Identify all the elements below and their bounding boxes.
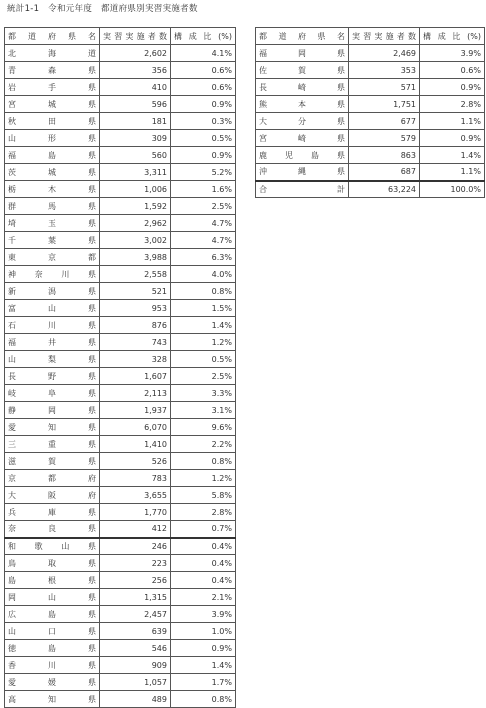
count-value: 1,592 [100, 198, 171, 215]
ratio-value: 2.2% [171, 436, 236, 453]
table-row [5, 385, 236, 402]
count-value: 1,315 [100, 589, 171, 606]
count-value: 1,057 [100, 674, 171, 691]
ratio-value: 1.4% [171, 317, 236, 334]
prefecture-name: 宮城県 [5, 96, 100, 113]
prefecture-name: 鹿児島県 [256, 147, 349, 164]
prefecture-name: 福島県 [5, 147, 100, 164]
count-value: 246 [100, 538, 171, 555]
count-value: 526 [100, 453, 171, 470]
count-value: 2,602 [100, 45, 171, 62]
ratio-value: 4.0% [171, 266, 236, 283]
count-value: 863 [349, 147, 420, 164]
table-row [5, 96, 236, 113]
count-value: 489 [100, 691, 171, 708]
prefecture-name: 佐賀県 [256, 62, 349, 79]
prefecture-name: 福岡県 [256, 45, 349, 62]
table-row [5, 62, 236, 79]
prefecture-name: 福井県 [5, 334, 100, 351]
ratio-value: 1.6% [171, 181, 236, 198]
table-row [5, 79, 236, 96]
prefecture-name: 栃木県 [5, 181, 100, 198]
table-row [5, 300, 236, 317]
table-row [5, 283, 236, 300]
prefecture-name: 愛媛県 [5, 674, 100, 691]
total-count: 63,224 [349, 181, 420, 198]
table-row [256, 62, 485, 79]
table-row [5, 147, 236, 164]
count-value: 560 [100, 147, 171, 164]
prefecture-name: 三重県 [5, 436, 100, 453]
ratio-value: 3.1% [171, 402, 236, 419]
prefecture-name: 香川県 [5, 657, 100, 674]
count-value: 181 [100, 113, 171, 130]
ratio-value: 0.6% [171, 79, 236, 96]
count-value: 328 [100, 351, 171, 368]
header-count: 実習実施者数 [100, 28, 171, 45]
ratio-value: 1.7% [171, 674, 236, 691]
ratio-value: 0.7% [171, 521, 236, 538]
table-row [5, 436, 236, 453]
table-row [5, 402, 236, 419]
prefecture-name: 和歌山県 [5, 538, 100, 555]
count-value: 410 [100, 79, 171, 96]
ratio-value: 5.2% [171, 164, 236, 181]
ratio-value: 3.9% [171, 606, 236, 623]
table-row [5, 198, 236, 215]
table-row [5, 368, 236, 385]
ratio-value: 0.8% [171, 453, 236, 470]
count-value: 2,558 [100, 266, 171, 283]
table-row [5, 555, 236, 572]
count-value: 783 [100, 470, 171, 487]
table-row [5, 521, 236, 538]
ratio-value: 0.3% [171, 113, 236, 130]
ratio-value: 0.9% [171, 640, 236, 657]
ratio-value: 1.0% [171, 623, 236, 640]
total-ratio: 100.0% [420, 181, 485, 198]
table-row [5, 470, 236, 487]
ratio-value: 4.7% [171, 215, 236, 232]
count-value: 571 [349, 79, 420, 96]
count-value: 677 [349, 113, 420, 130]
header-prefecture: 都道府県名 [256, 28, 349, 45]
table-row [5, 572, 236, 589]
ratio-value: 1.5% [171, 300, 236, 317]
header-prefecture: 都道府県名 [5, 28, 100, 45]
count-value: 687 [349, 164, 420, 181]
header-row [256, 28, 485, 45]
prefecture-name: 新潟県 [5, 283, 100, 300]
table-row [256, 113, 485, 130]
prefecture-name: 大分県 [256, 113, 349, 130]
count-value: 2,469 [349, 45, 420, 62]
header-count: 実習実施者数 [349, 28, 420, 45]
table-row [5, 317, 236, 334]
prefecture-name: 奈良県 [5, 521, 100, 538]
ratio-value: 0.5% [171, 351, 236, 368]
ratio-value: 0.4% [171, 572, 236, 589]
prefecture-name: 兵庫県 [5, 504, 100, 521]
table-row [256, 96, 485, 113]
count-value: 356 [100, 62, 171, 79]
ratio-value: 0.9% [420, 130, 485, 147]
prefecture-name: 埼玉県 [5, 215, 100, 232]
prefecture-name: 岩手県 [5, 79, 100, 96]
table-row [5, 538, 236, 555]
page-title: 統計1-1 令和元年度 都道府県別実習実施者数 [7, 4, 198, 14]
count-value: 6,070 [100, 419, 171, 436]
count-value: 1,751 [349, 96, 420, 113]
table-row [5, 674, 236, 691]
total-label: 合計 [256, 181, 349, 198]
prefecture-name: 山形県 [5, 130, 100, 147]
table-row [5, 164, 236, 181]
count-value: 876 [100, 317, 171, 334]
ratio-value: 2.5% [171, 198, 236, 215]
ratio-value: 1.2% [171, 334, 236, 351]
count-value: 3,311 [100, 164, 171, 181]
table-row [5, 623, 236, 640]
table-row [5, 589, 236, 606]
prefecture-name: 秋田県 [5, 113, 100, 130]
table-row [5, 249, 236, 266]
table-row [256, 79, 485, 96]
table-row [5, 487, 236, 504]
table-row [5, 266, 236, 283]
prefecture-name: 京都府 [5, 470, 100, 487]
count-value: 223 [100, 555, 171, 572]
count-value: 953 [100, 300, 171, 317]
count-value: 1,607 [100, 368, 171, 385]
ratio-value: 5.8% [171, 487, 236, 504]
prefecture-name: 群馬県 [5, 198, 100, 215]
ratio-value: 0.6% [420, 62, 485, 79]
ratio-value: 2.8% [420, 96, 485, 113]
ratio-value: 0.9% [420, 79, 485, 96]
prefecture-name: 神奈川県 [5, 266, 100, 283]
prefecture-name: 山口県 [5, 623, 100, 640]
prefecture-name: 北海道 [5, 45, 100, 62]
table-row [5, 130, 236, 147]
count-value: 546 [100, 640, 171, 657]
count-value: 639 [100, 623, 171, 640]
ratio-value: 0.9% [171, 147, 236, 164]
ratio-value: 1.4% [171, 657, 236, 674]
ratio-value: 0.8% [171, 691, 236, 708]
prefecture-table-right [255, 27, 485, 198]
ratio-value: 4.7% [171, 232, 236, 249]
ratio-value: 0.5% [171, 130, 236, 147]
table-row [5, 504, 236, 521]
table-row [5, 232, 236, 249]
prefecture-name: 徳島県 [5, 640, 100, 657]
table-row [5, 351, 236, 368]
prefecture-name: 長崎県 [256, 79, 349, 96]
prefecture-name: 千葉県 [5, 232, 100, 249]
prefecture-name: 富山県 [5, 300, 100, 317]
ratio-value: 2.1% [171, 589, 236, 606]
ratio-value: 0.4% [171, 555, 236, 572]
count-value: 3,002 [100, 232, 171, 249]
ratio-value: 1.2% [171, 470, 236, 487]
ratio-value: 0.8% [171, 283, 236, 300]
count-value: 579 [349, 130, 420, 147]
prefecture-name: 山梨県 [5, 351, 100, 368]
ratio-value: 3.3% [171, 385, 236, 402]
prefecture-name: 島根県 [5, 572, 100, 589]
ratio-value: 0.4% [171, 538, 236, 555]
ratio-value: 3.9% [420, 45, 485, 62]
table-row [5, 334, 236, 351]
header-ratio: 構 成 比 (%) [420, 28, 485, 45]
prefecture-name: 東京都 [5, 249, 100, 266]
header-row [5, 28, 236, 45]
count-value: 3,988 [100, 249, 171, 266]
count-value: 412 [100, 521, 171, 538]
table-row [5, 691, 236, 708]
total-row [256, 181, 485, 198]
count-value: 1,410 [100, 436, 171, 453]
prefecture-name: 愛知県 [5, 419, 100, 436]
ratio-value: 9.6% [171, 419, 236, 436]
count-value: 2,457 [100, 606, 171, 623]
prefecture-name: 岐阜県 [5, 385, 100, 402]
ratio-value: 0.6% [171, 62, 236, 79]
ratio-value: 6.3% [171, 249, 236, 266]
prefecture-name: 滋賀県 [5, 453, 100, 470]
table-row [5, 419, 236, 436]
table-row [5, 181, 236, 198]
prefecture-name: 長野県 [5, 368, 100, 385]
prefecture-name: 茨城県 [5, 164, 100, 181]
prefecture-name: 熊本県 [256, 96, 349, 113]
table-row [5, 657, 236, 674]
ratio-value: 0.9% [171, 96, 236, 113]
count-value: 309 [100, 130, 171, 147]
prefecture-table-left [4, 27, 236, 708]
table-row [256, 147, 485, 164]
table-row [5, 453, 236, 470]
count-value: 353 [349, 62, 420, 79]
table-row [5, 640, 236, 657]
table-row [256, 130, 485, 147]
ratio-value: 2.5% [171, 368, 236, 385]
count-value: 256 [100, 572, 171, 589]
table-row [5, 45, 236, 62]
prefecture-name: 沖縄県 [256, 164, 349, 181]
table-row [256, 45, 485, 62]
prefecture-name: 岡山県 [5, 589, 100, 606]
count-value: 2,113 [100, 385, 171, 402]
count-value: 3,655 [100, 487, 171, 504]
count-value: 1,770 [100, 504, 171, 521]
ratio-value: 1.1% [420, 164, 485, 181]
table-row [256, 164, 485, 181]
ratio-value: 1.4% [420, 147, 485, 164]
count-value: 743 [100, 334, 171, 351]
ratio-value: 2.8% [171, 504, 236, 521]
count-value: 1,006 [100, 181, 171, 198]
count-value: 521 [100, 283, 171, 300]
prefecture-name: 広島県 [5, 606, 100, 623]
prefecture-name: 青森県 [5, 62, 100, 79]
prefecture-name: 石川県 [5, 317, 100, 334]
count-value: 1,937 [100, 402, 171, 419]
ratio-value: 1.1% [420, 113, 485, 130]
prefecture-name: 静岡県 [5, 402, 100, 419]
header-ratio: 構 成 比 (%) [171, 28, 236, 45]
count-value: 909 [100, 657, 171, 674]
prefecture-name: 高知県 [5, 691, 100, 708]
prefecture-name: 宮崎県 [256, 130, 349, 147]
count-value: 596 [100, 96, 171, 113]
ratio-value: 4.1% [171, 45, 236, 62]
prefecture-name: 鳥取県 [5, 555, 100, 572]
table-row [5, 606, 236, 623]
count-value: 2,962 [100, 215, 171, 232]
prefecture-name: 大阪府 [5, 487, 100, 504]
table-row [5, 215, 236, 232]
table-row [5, 113, 236, 130]
